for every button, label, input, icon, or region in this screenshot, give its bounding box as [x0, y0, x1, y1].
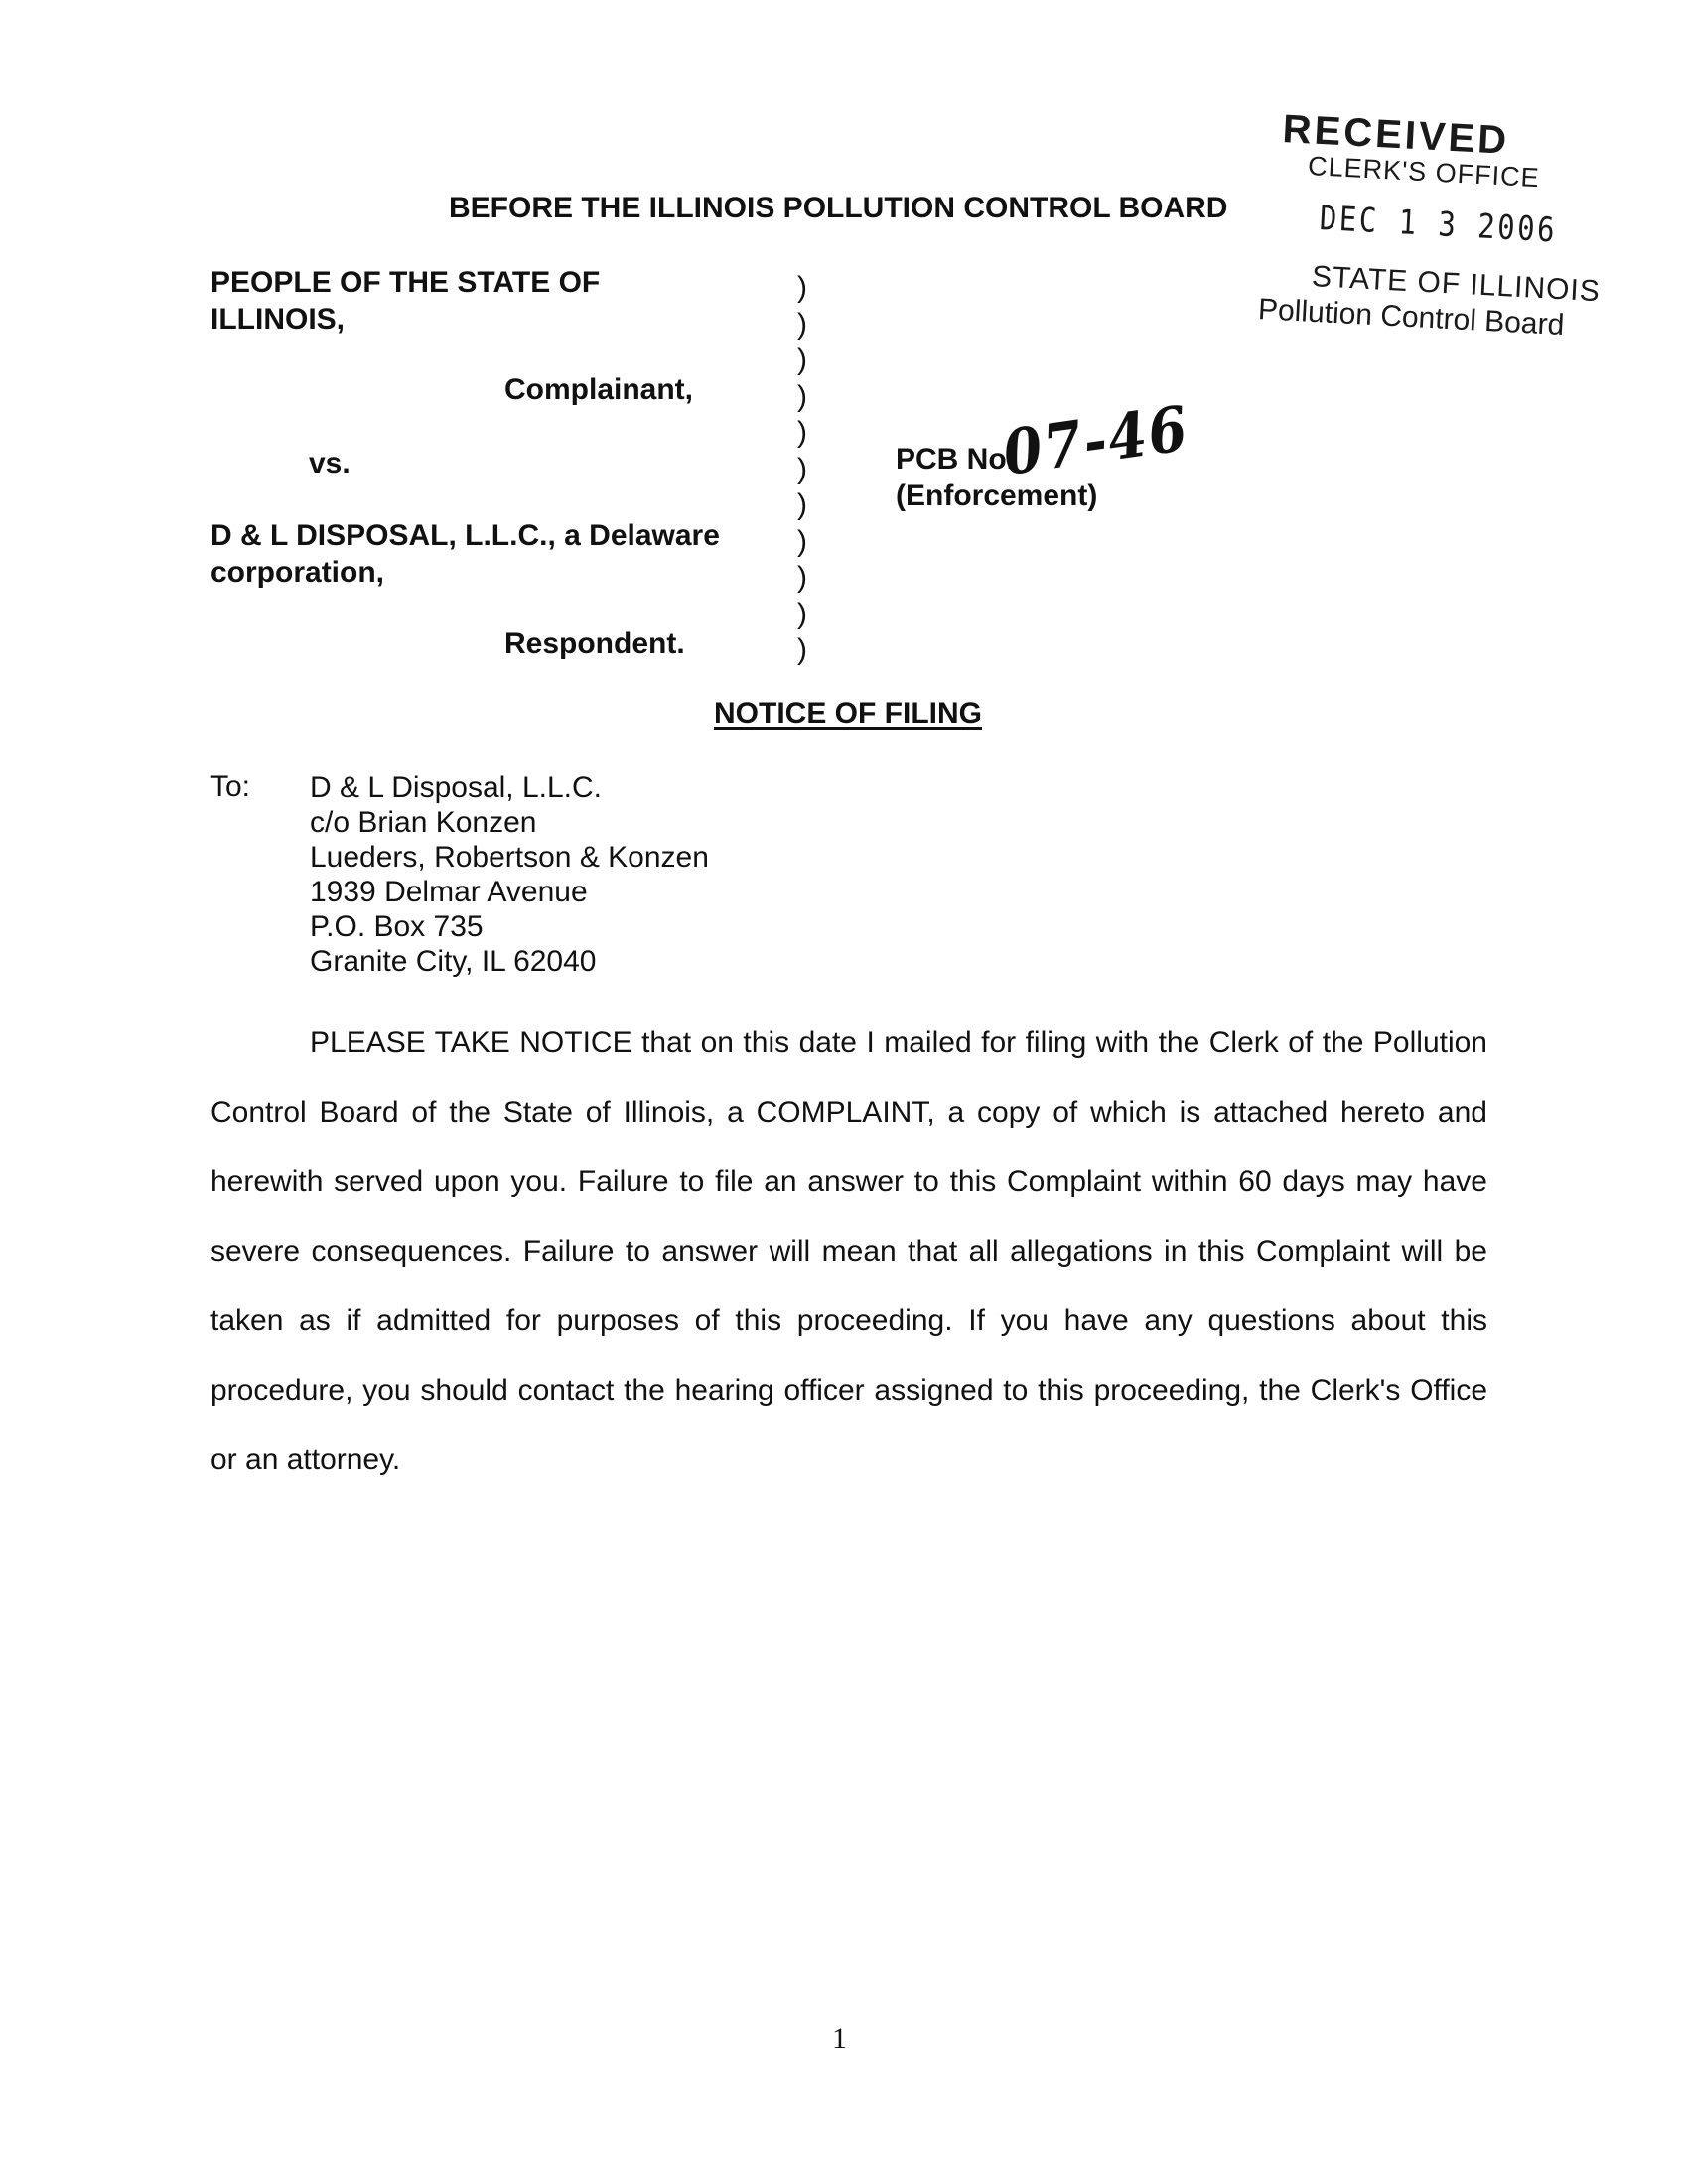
caption-paren: ): [797, 597, 807, 630]
stamp-state: STATE OF ILLINOIS: [1311, 260, 1602, 309]
address-block: [310, 770, 709, 979]
pcb-number-handwritten: 07-46: [998, 391, 1193, 489]
stamp-received: RECEIVED: [1281, 107, 1511, 163]
caption-paren: ): [797, 416, 807, 449]
caption-paren: ): [797, 271, 807, 304]
enforcement-label: (Enforcement): [896, 479, 1098, 512]
caption-paren-column: [797, 270, 807, 669]
defendant-line-2: corporation,: [210, 556, 385, 589]
address-line: D & L Disposal, L.L.C.: [310, 771, 603, 804]
caption-paren: ): [797, 488, 807, 521]
address-line: P.O. Box 735: [310, 910, 484, 943]
stamp-clerks-office: CLERK'S OFFICE: [1307, 151, 1541, 194]
address-line: Granite City, IL 62040: [310, 945, 597, 978]
caption-paren: ): [797, 307, 807, 341]
defendant-line-1: D & L DISPOSAL, L.L.C., a Delaware: [210, 519, 720, 552]
address-line: c/o Brian Konzen: [310, 806, 537, 839]
board-title: BEFORE THE ILLINOIS POLLUTION CONTROL BOARD: [449, 192, 1228, 224]
to-label: To:: [210, 770, 251, 803]
plaintiff-line-2: ILLINOIS,: [210, 303, 345, 336]
respondent-label: Respondent.: [504, 627, 685, 660]
versus-label: vs.: [309, 447, 351, 479]
caption-paren: ): [797, 343, 807, 376]
plaintiff-line-1: PEOPLE OF THE STATE OF: [210, 266, 601, 299]
stamp-date: DEC 1 3 2006: [1318, 199, 1559, 251]
pcb-label: PCB No.: [896, 443, 1015, 476]
notice-title: NOTICE OF FILING: [714, 697, 982, 730]
stamp-board: Pollution Control Board: [1257, 293, 1566, 342]
page-number: 1: [832, 2022, 847, 2055]
address-line: Lueders, Robertson & Konzen: [310, 841, 709, 874]
caption-paren: ): [797, 379, 807, 413]
caption-paren: ): [797, 633, 807, 666]
address-line: 1939 Delmar Avenue: [310, 876, 588, 908]
caption-paren: ): [797, 561, 807, 594]
complainant-label: Complainant,: [504, 373, 694, 406]
notice-body: PLEASE TAKE NOTICE that on this date I mailed for filing with the Clerk of the Pollution Control Board of the State of Illinois, a COMPLAINT, a copy of which is attached hereto and herewith served upon you. Failure to file an answer to this Complaint within 60 days may have severe consequences. Failure to answer will mean that all allegations in this Complaint will be taken as if admitted for purposes of this proceeding. If you have any questions about this procedure, you should contact the hearing officer assigned to this proceeding, the Clerk's Office or an attorney.: [210, 1026, 1487, 1476]
caption-paren: ): [797, 452, 807, 485]
caption-paren: ): [797, 524, 807, 558]
